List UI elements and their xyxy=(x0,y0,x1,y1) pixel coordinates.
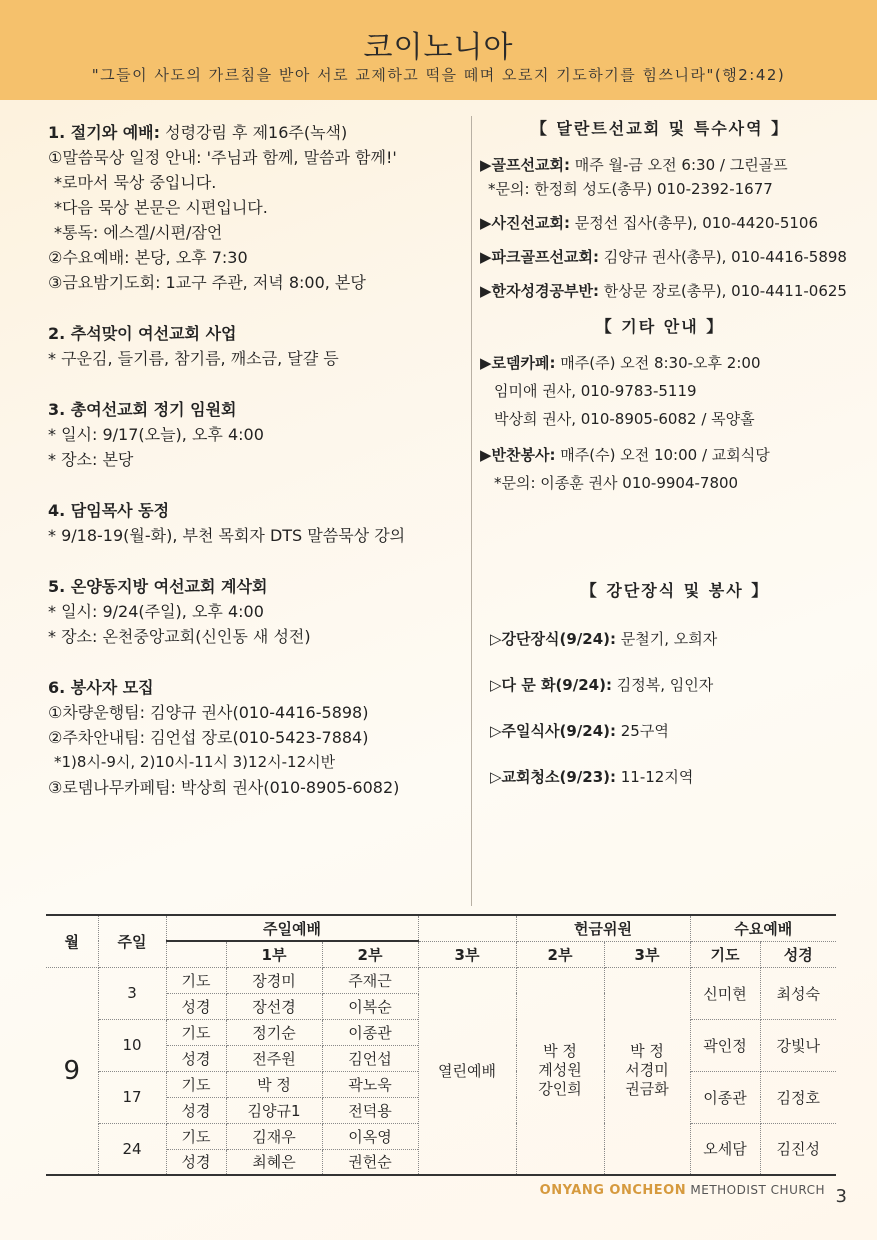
header-month: 월 xyxy=(46,915,98,967)
role-label: 기도 xyxy=(166,1123,226,1149)
list-item: ③로뎀나무카페팀: 박상희 권사(010-8905-6082) xyxy=(48,778,400,797)
week-cell: 3 xyxy=(98,967,166,1019)
name-cell: 전덕용 xyxy=(322,1097,418,1123)
wed-scripture-cell: 김진성 xyxy=(760,1123,836,1175)
section-heading-altar: 【 강단장식 및 봉사 】 xyxy=(580,581,770,600)
name-cell: 이종관 xyxy=(322,1019,418,1045)
section-chuseok xyxy=(48,321,458,371)
list-item: *통독: 에스겔/시편/잠언 xyxy=(54,223,223,242)
header-offering-second: 2부 xyxy=(516,941,604,967)
role-label: 성경 xyxy=(166,1149,226,1175)
role-label: 성경 xyxy=(166,1045,226,1071)
header-blank xyxy=(418,915,516,941)
header-wednesday: 수요예배 xyxy=(690,915,836,941)
name-cell: 최혜은 xyxy=(226,1149,322,1175)
name-cell: 장경미 xyxy=(226,967,322,993)
section-heading: 6. 봉사자 모집 xyxy=(48,678,154,697)
name-cell: 김언섭 xyxy=(322,1045,418,1071)
week-cell: 17 xyxy=(98,1071,166,1123)
side-dish-contact: *문의: 이종훈 권사 010-9904-7800 xyxy=(494,474,739,492)
section-heading: 2. 추석맞이 여선교회 사업 xyxy=(48,324,237,343)
header-offering-third: 3부 xyxy=(604,941,690,967)
role-label: 기도 xyxy=(166,1071,226,1097)
cafe-contact-1: 임미애 권사, 010-9783-5119 xyxy=(494,382,697,400)
side-dish-service: ▶반찬봉사: 매주(수) 오전 10:00 / 교회식당 xyxy=(480,446,770,464)
name-cell: 권헌순 xyxy=(322,1149,418,1175)
list-item: * 9/18-19(월-화), 부천 목회자 DTS 말씀묵상 강의 xyxy=(48,526,406,545)
list-item: * 구운김, 들기름, 참기름, 깨소금, 달걀 등 xyxy=(48,349,339,368)
name-cell: 박 정 xyxy=(226,1071,322,1097)
header-blank xyxy=(166,941,226,967)
role-label: 성경 xyxy=(166,1097,226,1123)
header-offering: 헌금위원 xyxy=(516,915,690,941)
list-item: ②수요예배: 본당, 오후 7:30 xyxy=(48,248,248,267)
list-item: * 장소: 본당 xyxy=(48,450,134,469)
wed-scripture-cell: 최성숙 xyxy=(760,967,836,1019)
name-cell: 김양규1 xyxy=(226,1097,322,1123)
photo-ministry: ▶사진선교회: 문정선 집사(총무), 010-4420-5106 xyxy=(480,214,819,232)
role-label: 기도 xyxy=(166,967,226,993)
list-item: ①차량운행팀: 김양규 권사(010-4416-5898) xyxy=(48,703,369,722)
section-district-meeting xyxy=(48,574,458,649)
wed-prayer-cell: 곽인정 xyxy=(690,1019,760,1071)
list-item: ①말씀묵상 일정 안내: '주님과 함께, 말씀과 함께!' xyxy=(48,148,397,167)
wed-scripture-cell: 강빛나 xyxy=(760,1019,836,1071)
wed-prayer-cell: 신미현 xyxy=(690,967,760,1019)
list-item: ②주차안내팀: 김언섭 장로(010-5423-7884) xyxy=(48,728,369,747)
name-cell: 이복순 xyxy=(322,993,418,1019)
wed-scripture-cell: 김정호 xyxy=(760,1071,836,1123)
header-third-service: 3부 xyxy=(418,941,516,967)
hanja-bible-class: ▶한자성경공부반: 한상문 장로(총무), 010-4411-0625 xyxy=(480,282,847,300)
ministries-column xyxy=(480,115,860,789)
header-first-service: 1부 xyxy=(226,941,322,967)
section-heading-other: 【 기타 안내 】 xyxy=(595,317,725,336)
list-item: ③금요밤기도회: 1교구 주관, 저녁 8:00, 본당 xyxy=(48,273,366,292)
name-cell: 주재근 xyxy=(322,967,418,993)
header-verse: "그들이 사도의 가르침을 받아 서로 교제하고 떡을 떼며 오로지 기도하기를 힘쓰니라"(행2:42) xyxy=(91,66,786,84)
role-label: 성경 xyxy=(166,993,226,1019)
name-cell: 정기순 xyxy=(226,1019,322,1045)
church-brand: ONYANG ONCHEON METHODIST CHURCH xyxy=(539,1183,825,1198)
parkgolf-ministry: ▶파크골프선교회: 김양규 권사(총무), 010-4416-5898 xyxy=(480,248,847,266)
offering-third-cell: 박 정 서경미 권금화 xyxy=(604,967,690,1175)
header-week: 주일 xyxy=(98,915,166,967)
list-item: *1)8시-9시, 2)10시-11시 3)12시-12시반 xyxy=(54,753,336,771)
rodem-cafe: ▶로뎀카페: 매주(주) 오전 8:30-오후 2:00 xyxy=(480,354,761,372)
section-heading: 1. 절기와 예배: 성령강림 후 제16주(녹색) xyxy=(48,123,348,142)
wed-prayer-cell: 이종관 xyxy=(690,1071,760,1123)
offering-second-cell: 박 정 계성원 강인희 xyxy=(516,967,604,1175)
section-heading: 4. 담임목사 동정 xyxy=(48,501,170,520)
list-item: * 일시: 9/24(주일), 오후 4:00 xyxy=(48,602,264,621)
section-pastor-news xyxy=(48,498,458,548)
announcements-column xyxy=(48,120,458,826)
name-cell: 김재우 xyxy=(226,1123,322,1149)
name-cell: 곽노욱 xyxy=(322,1071,418,1097)
service-schedule-table xyxy=(46,914,836,1176)
section-heading: 5. 온양동지방 여선교회 계삭회 xyxy=(48,577,268,596)
header-scripture: 성경 xyxy=(760,941,836,967)
section-worship xyxy=(48,120,458,295)
name-cell: 장선경 xyxy=(226,993,322,1019)
column-divider xyxy=(471,116,472,906)
section-heading: 3. 총여선교회 정기 임원회 xyxy=(48,400,237,419)
page-number: 3 xyxy=(835,1186,847,1207)
tea-service: ▷다 문 화(9/24): 김정복, 임인자 xyxy=(490,676,714,694)
month-cell: 9 xyxy=(46,967,98,1175)
section-officers-meeting xyxy=(48,397,458,472)
sunday-meal: ▷주일식사(9/24): 25구역 xyxy=(490,722,669,740)
name-cell: 이옥영 xyxy=(322,1123,418,1149)
list-item: * 장소: 온천중앙교회(신인동 새 성전) xyxy=(48,627,311,646)
page-title: 코이노니아 xyxy=(363,30,514,65)
role-label: 기도 xyxy=(166,1019,226,1045)
cafe-contact-2: 박상희 권사, 010-8905-6082 / 목양홀 xyxy=(494,410,755,428)
list-item: *다음 묵상 본문은 시편입니다. xyxy=(54,198,268,217)
section-volunteers xyxy=(48,675,458,800)
list-item: *로마서 묵상 중입니다. xyxy=(54,173,217,192)
header-prayer: 기도 xyxy=(690,941,760,967)
wed-prayer-cell: 오세담 xyxy=(690,1123,760,1175)
golf-ministry: ▶골프선교회: 매주 월-금 오전 6:30 / 그린골프 xyxy=(480,156,788,174)
third-service-cell: 열린예배 xyxy=(418,967,516,1175)
list-item: * 일시: 9/17(오늘), 오후 4:00 xyxy=(48,425,264,444)
church-cleaning: ▷교회청소(9/23): 11-12지역 xyxy=(490,768,694,786)
section-heading-ministries: 【 달란트선교회 및 특수사역 】 xyxy=(530,119,790,138)
week-cell: 24 xyxy=(98,1123,166,1175)
name-cell: 전주원 xyxy=(226,1045,322,1071)
table-row xyxy=(46,967,836,993)
header-sunday-service: 주일예배 xyxy=(166,915,418,941)
header-second-service: 2부 xyxy=(322,941,418,967)
week-cell: 10 xyxy=(98,1019,166,1071)
altar-decoration: ▷강단장식(9/24): 문철기, 오희자 xyxy=(490,630,718,648)
golf-contact: *문의: 한정희 성도(총무) 010-2392-1677 xyxy=(488,180,773,198)
